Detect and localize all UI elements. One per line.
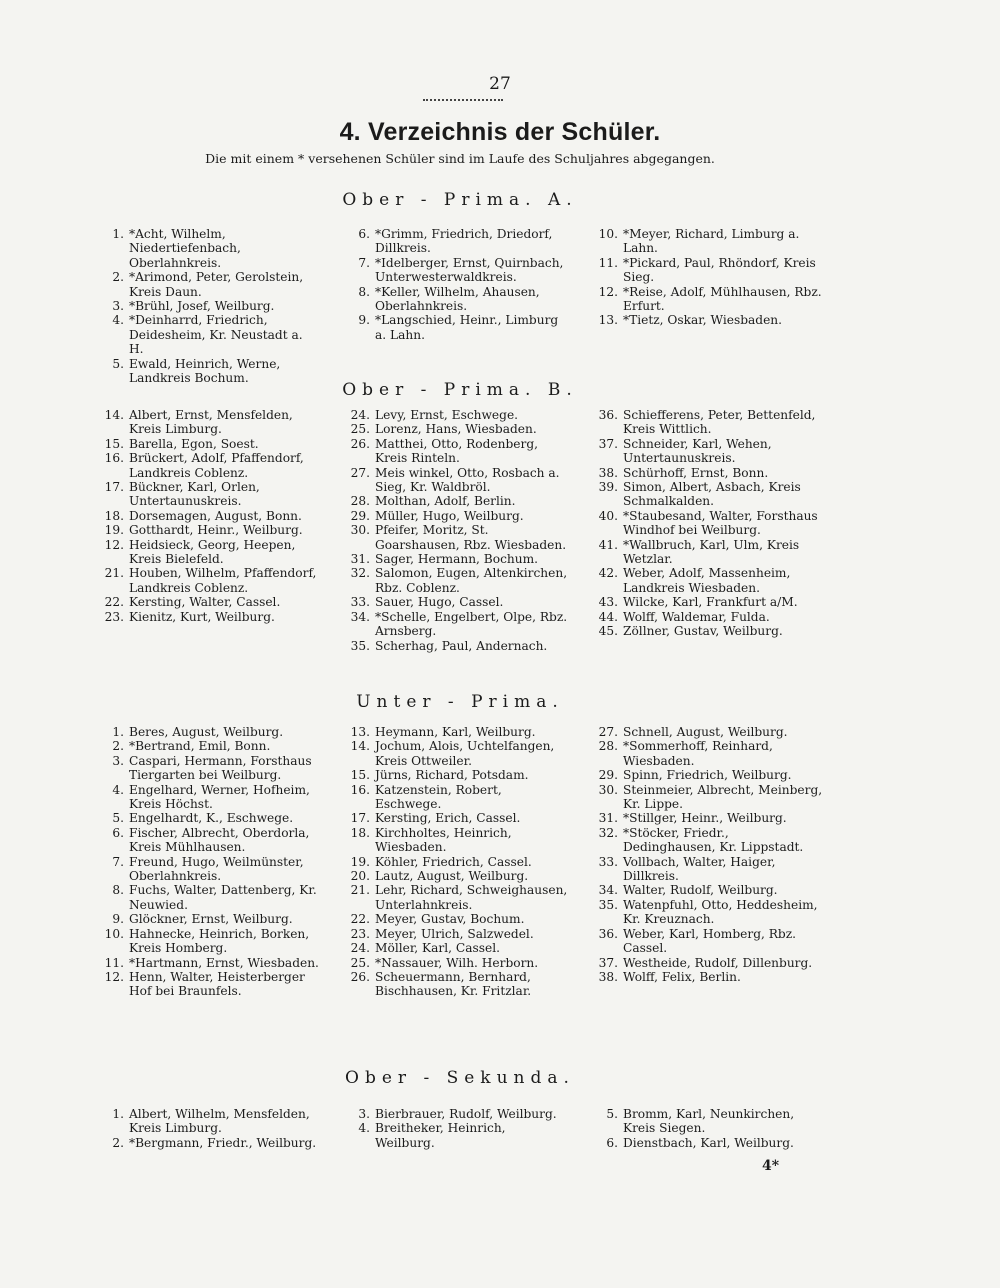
student-entry [92,927,320,956]
student-name: Freund, Hugo, Weilmünster, Oberlahnkreis. [129,854,304,884]
student-name: *Wallbruch, Karl, Ulm, Kreis Wetzlar. [623,537,800,567]
student-number: 13. [350,725,370,739]
student-name: Sager, Hermann, Bochum. [375,552,539,567]
student-name: Henn, Walter, Heisterberger Hof bei Braunfels. [129,969,305,999]
student-number: 39. [598,480,618,495]
student-entry [584,509,824,538]
student-entry [336,1121,568,1150]
student-name: Dorsemagen, August, Bonn. [129,508,302,523]
student-name: Müller, Hugo, Weilburg. [375,508,524,523]
student-entry [584,480,824,509]
student-name: Engelhard, Werner, Hofheim, Kreis Höchst. [129,782,310,812]
student-name: Lautz, August, Weilburg. [375,869,529,884]
student-number: 6. [358,227,370,241]
student-number: 23. [350,926,370,941]
student-entry [584,855,824,884]
student-number: 31. [350,552,370,567]
student-number: 6. [112,825,124,840]
student-name: Jochum, Alois, Uchtelfangen, Kreis Ottweiler. [375,739,555,768]
student-number: 41. [598,537,618,552]
student-name: Molthan, Adolf, Berlin. [375,494,516,509]
student-number: 26. [350,969,370,984]
student-number: 23. [104,609,124,624]
student-name: Matthei, Otto, Rodenberg, Kreis Rinteln. [375,436,539,466]
section-heading-unter-prima: Unter - Prima. [356,692,564,712]
student-entry [584,437,824,466]
student-name: *Arimond, Peter, Gerolstein, Kreis Daun. [129,270,304,299]
student-name: Albert, Wilhelm, Mensfelden, Kreis Limburg. [129,1107,310,1136]
student-number: 12. [104,537,124,552]
student-entry [584,285,824,314]
section-column [336,725,568,999]
student-number: 19. [104,523,124,538]
student-number: 2. [112,739,124,754]
student-name: Salomon, Eugen, Altenkirchen, Rbz. Coblenz. [375,566,568,595]
student-number: 35. [598,897,618,912]
student-name: *Reise, Adolf, Mühlhausen, Rbz. Erfurt. [623,284,822,314]
student-name: Kersting, Walter, Cassel. [129,595,281,610]
student-name: Schiefferens, Peter, Bettenfeld, Kreis Wittlich. [623,408,816,437]
section-heading-ober-prima-a: Ober - Prima. A. [342,190,578,210]
student-number: 30. [598,782,618,797]
student-name: Jürns, Richard, Potsdam. [375,768,529,783]
student-name: *Stillger, Heinr., Weilburg. [623,811,787,826]
student-number: 7. [112,854,124,869]
student-name: Barella, Egon, Soest. [129,436,259,451]
student-name: *Sommerhoff, Reinhard, Wiesbaden. [623,739,773,768]
student-name: Vollbach, Walter, Haiger, Dillkreis. [623,854,776,884]
student-entry [92,480,320,509]
student-name: *Stöcker, Friedr., Dedinghausen, Kr. Lippstadt. [623,825,804,855]
student-name: *Grimm, Friedrich, Driedorf, Dillkreis. [375,227,553,256]
student-number: 37. [598,436,618,451]
student-entry [92,754,320,783]
student-entry [584,595,824,609]
section-column [92,725,320,999]
student-name: Köhler, Friedrich, Cassel. [375,854,532,869]
section-column [336,227,568,342]
student-entry [336,725,568,739]
student-entry [336,610,568,639]
student-name: Pfeifer, Moritz, St. Goarshausen, Rbz. Wiesbaden. [375,523,567,552]
student-entry [336,313,568,342]
student-number: 25. [350,955,370,970]
student-number: 1. [112,227,124,241]
student-entry [584,610,824,624]
student-name: Walter, Rudolf, Weilburg. [623,883,778,898]
student-entry [336,595,568,609]
student-entry [92,566,320,595]
student-number: 1. [112,1107,124,1121]
student-entry [92,811,320,825]
student-number: 40. [598,508,618,523]
student-name: *Brühl, Josef, Weilburg. [129,299,275,314]
student-name: Wolff, Felix, Berlin. [623,969,741,984]
student-number: 16. [350,782,370,797]
student-entry [336,494,568,508]
student-name: Westheide, Rudolf, Dillenburg. [623,955,813,970]
student-number: 38. [598,969,618,984]
student-number: 13. [598,313,618,328]
student-number: 6. [606,1135,618,1150]
student-number: 15. [104,436,124,451]
student-number: 8. [358,284,370,299]
student-name: Gotthardt, Heinr., Weilburg. [129,523,303,538]
student-entry [336,956,568,970]
student-entry [336,437,568,466]
student-name: *Bergmann, Friedr., Weilburg. [129,1135,317,1150]
student-number: 44. [598,609,618,624]
student-number: 34. [598,883,618,898]
student-entry [92,451,320,480]
student-number: 18. [104,508,124,523]
student-entry [92,595,320,609]
student-entry [584,256,824,285]
student-name: Kirchholtes, Heinrich, Wiesbaden. [375,825,512,855]
student-number: 10. [104,926,124,941]
student-entry [584,811,824,825]
student-entry [336,912,568,926]
student-entry [584,927,824,956]
section-column [92,227,320,385]
student-number: 28. [598,739,618,754]
student-name: Dienstbach, Karl, Weilburg. [623,1135,794,1150]
signature-mark: 4* [762,1158,780,1174]
student-number: 22. [104,595,124,610]
student-name: Brückert, Adolf, Pfaffendorf, Landkreis Coblenz. [129,451,304,480]
student-entry [336,256,568,285]
student-name: Scherhag, Paul, Andernach. [375,638,548,653]
student-name: Meyer, Ulrich, Salzwedel. [375,926,534,941]
student-number: 29. [350,508,370,523]
student-number: 1. [112,725,124,739]
student-name: Bierbrauer, Rudolf, Weilburg. [375,1107,557,1121]
student-name: Sauer, Hugo, Cassel. [375,595,504,610]
student-entry [92,538,320,567]
student-entry [584,624,824,638]
student-entry [92,610,320,624]
student-entry [336,422,568,436]
student-name: Kersting, Erich, Cassel. [375,811,521,826]
student-entry [336,552,568,566]
student-name: *Meyer, Richard, Limburg a. Lahn. [623,227,800,256]
student-number: 32. [598,825,618,840]
student-entry [336,869,568,883]
student-number: 14. [350,739,370,754]
student-number: 5. [112,356,124,371]
student-name: Heymann, Karl, Weilburg. [375,725,536,739]
student-entry [336,408,568,422]
student-number: 33. [350,595,370,610]
student-name: Hahnecke, Heinrich, Borken, Kreis Homberg. [129,926,310,956]
student-entry [92,523,320,537]
student-number: 16. [104,451,124,466]
student-entry [584,739,824,768]
student-name: Schneider, Karl, Wehen, Untertaunuskreis. [623,436,772,466]
student-entry [336,523,568,552]
student-entry [92,912,320,926]
student-number: 43. [598,595,618,610]
student-entry [336,768,568,782]
student-number: 8. [112,883,124,898]
student-number: 45. [598,624,618,639]
student-number: 35. [350,638,370,653]
student-name: *Acht, Wilhelm, Niedertiefenbach, Oberlahnkreis. [129,227,241,270]
page-title: 4. Verzeichnis der Schüler. [339,118,661,146]
student-entry [584,466,824,480]
student-entry [584,725,824,739]
student-name: Schnell, August, Weilburg. [623,725,788,739]
student-name: Weber, Adolf, Massenheim, Landkreis Wiesbaden. [623,566,791,595]
student-number: 24. [350,408,370,422]
section-heading-ober-sekunda: Ober - Sekunda. [345,1068,575,1088]
student-name: Kienitz, Kurt, Weilburg. [129,609,275,624]
section-column [336,408,568,653]
student-number: 32. [350,566,370,581]
student-number: 22. [350,912,370,927]
student-name: *Deinharrd, Friedrich, Deidesheim, Kr. Neustadt a. H. [129,313,303,357]
student-entry [92,855,320,884]
student-name: Heidsieck, Georg, Heepen, Kreis Bielefeld. [129,537,296,567]
section-column [92,1107,320,1150]
section-column [336,1107,568,1150]
student-name: Scheuermann, Bernhard, Bischhausen, Kr. Fritzlar. [375,969,532,999]
student-name: Bromm, Karl, Neunkirchen, Kreis Siegen. [623,1107,795,1136]
student-entry [336,811,568,825]
student-name: Katzenstein, Robert, Eschwege. [375,782,502,812]
student-entry [92,826,320,855]
student-entry [584,826,824,855]
student-number: 27. [598,725,618,739]
student-number: 2. [112,270,124,285]
student-entry [584,956,824,970]
student-number: 3. [112,299,124,314]
student-entry [92,299,320,313]
student-number: 5. [606,1107,618,1121]
student-entry [336,466,568,495]
student-number: 19. [350,854,370,869]
student-entry [336,783,568,812]
student-entry [92,270,320,299]
student-entry [336,883,568,912]
student-name: Watenpfuhl, Otto, Heddesheim, Kr. Kreuznach. [623,897,818,927]
student-number: 37. [598,955,618,970]
student-name: Caspari, Hermann, Forsthaus Tiergarten bei Weilburg. [129,753,312,783]
page-number: 27 [489,74,511,94]
student-number: 31. [598,811,618,826]
student-number: 28. [350,494,370,509]
student-number: 14. [104,408,124,422]
student-name: Wilcke, Karl, Frankfurt a/M. [623,595,798,610]
student-number: 15. [350,768,370,783]
student-entry [92,408,320,437]
student-name: Weber, Karl, Homberg, Rbz. Cassel. [623,926,797,956]
student-number: 26. [350,436,370,451]
student-name: Möller, Karl, Cassel. [375,941,500,956]
section-column [584,227,824,328]
section-column [584,725,824,984]
student-entry [584,898,824,927]
student-number: 11. [104,955,124,970]
student-number: 9. [358,313,370,328]
student-name: Meyer, Gustav, Bochum. [375,912,525,927]
student-entry [584,566,824,595]
student-name: Lehr, Richard, Schweighausen, Unterlahnkreis. [375,883,568,912]
student-name: *Langschied, Heinr., Limburg a. Lahn. [375,313,559,342]
student-name: Fuchs, Walter, Dattenberg, Kr. Neuwied. [129,883,317,912]
student-entry [92,725,320,739]
student-entry [92,313,320,356]
student-entry [92,1107,320,1136]
student-number: 11. [598,255,618,270]
student-number: 7. [358,255,370,270]
page-number-ornament [423,96,503,101]
student-name: Beres, August, Weilburg. [129,725,284,739]
student-name: *Staubesand, Walter, Forsthaus Windhof bei Weilburg. [623,508,818,538]
student-name: Steinmeier, Albrecht, Meinberg, Kr. Lippe. [623,782,823,812]
student-entry [336,639,568,653]
student-name: Spinn, Friedrich, Weilburg. [623,768,792,783]
student-name: Zöllner, Gustav, Weilburg. [623,624,783,639]
student-number: 29. [598,768,618,783]
student-name: Schürhoff, Ernst, Bonn. [623,465,769,480]
student-number: 17. [104,480,124,495]
student-entry [336,1107,568,1121]
section-heading-ober-prima-b: Ober - Prima. B. [342,380,578,400]
student-entry [336,509,568,523]
student-name: *Idelberger, Ernst, Quirnbach, Unterwesterwaldkreis. [375,255,564,285]
student-entry [336,855,568,869]
student-number: 38. [598,465,618,480]
student-name: Glöckner, Ernst, Weilburg. [129,912,293,927]
section-column [584,1107,824,1150]
page-subtitle: Die mit einem * versehenen Schüler sind im Laufe des Schuljahres abgegangen. [205,151,715,166]
student-number: 4. [112,782,124,797]
student-entry [336,227,568,256]
student-name: *Tietz, Oskar, Wiesbaden. [623,313,783,328]
student-entry [584,313,824,327]
student-entry [336,739,568,768]
student-number: 25. [350,422,370,437]
student-name: Levy, Ernst, Eschwege. [375,408,519,422]
student-name: Simon, Albert, Asbach, Kreis Schmalkalden. [623,480,801,509]
student-number: 17. [350,811,370,826]
student-entry [336,285,568,314]
student-entry [336,970,568,999]
section-column [92,408,320,624]
student-entry [336,566,568,595]
student-number: 18. [350,825,370,840]
student-number: 42. [598,566,618,581]
student-entry [584,768,824,782]
student-name: Wolff, Waldemar, Fulda. [623,609,770,624]
student-entry [92,970,320,999]
student-entry [92,956,320,970]
student-name: *Pickard, Paul, Rhöndorf, Kreis Sieg. [623,255,816,285]
student-name: *Bertrand, Emil, Bonn. [129,739,271,754]
student-number: 21. [104,566,124,581]
student-number: 34. [350,609,370,624]
student-number: 2. [112,1135,124,1150]
student-entry [92,1136,320,1150]
student-entry [584,538,824,567]
section-column [584,408,824,639]
student-number: 3. [112,753,124,768]
student-number: 33. [598,854,618,869]
student-number: 9. [112,912,124,927]
student-entry [92,739,320,753]
student-entry [92,437,320,451]
student-name: Ewald, Heinrich, Werne, Landkreis Bochum. [129,356,281,386]
student-entry [336,826,568,855]
student-number: 12. [104,969,124,984]
student-number: 20. [350,869,370,884]
student-name: Lorenz, Hans, Wiesbaden. [375,422,537,437]
student-number: 36. [598,408,618,422]
student-number: 10. [598,227,618,241]
student-name: Engelhardt, K., Eschwege. [129,811,294,826]
student-entry [584,1107,824,1136]
student-number: 30. [350,523,370,538]
student-name: *Schelle, Engelbert, Olpe, Rbz. Arnsberg. [375,609,568,639]
student-number: 4. [112,313,124,328]
student-name: Fischer, Albrecht, Oberdorla, Kreis Mühlhausen. [129,825,310,855]
student-number: 12. [598,284,618,299]
student-number: 27. [350,465,370,480]
student-entry [584,883,824,897]
student-entry [92,883,320,912]
student-entry [584,227,824,256]
student-number: 3. [358,1107,370,1121]
student-name: *Hartmann, Ernst, Wiesbaden. [129,955,319,970]
student-name: Bückner, Karl, Orlen, Untertaunuskreis. [129,480,260,509]
student-number: 24. [350,941,370,956]
student-name: Houben, Wilhelm, Pfaffendorf, Landkreis Coblenz. [129,566,317,595]
student-number: 36. [598,926,618,941]
student-entry [336,927,568,941]
student-entry [584,1136,824,1150]
student-number: 21. [350,883,370,898]
student-entry [92,227,320,270]
student-name: Breitheker, Heinrich, Weilburg. [375,1121,506,1150]
student-number: 4. [358,1121,370,1136]
student-name: Meis winkel, Otto, Rosbach a. Sieg, Kr. Waldbröl. [375,465,560,495]
student-name: *Nassauer, Wilh. Herborn. [375,955,539,970]
student-name: *Keller, Wilhelm, Ahausen, Oberlahnkreis. [375,284,540,314]
student-entry [92,509,320,523]
student-entry [584,970,824,984]
student-entry [92,783,320,812]
student-entry [336,941,568,955]
student-name: Albert, Ernst, Mensfelden, Kreis Limburg. [129,408,293,437]
student-entry [584,408,824,437]
student-number: 5. [112,811,124,826]
student-entry [584,783,824,812]
